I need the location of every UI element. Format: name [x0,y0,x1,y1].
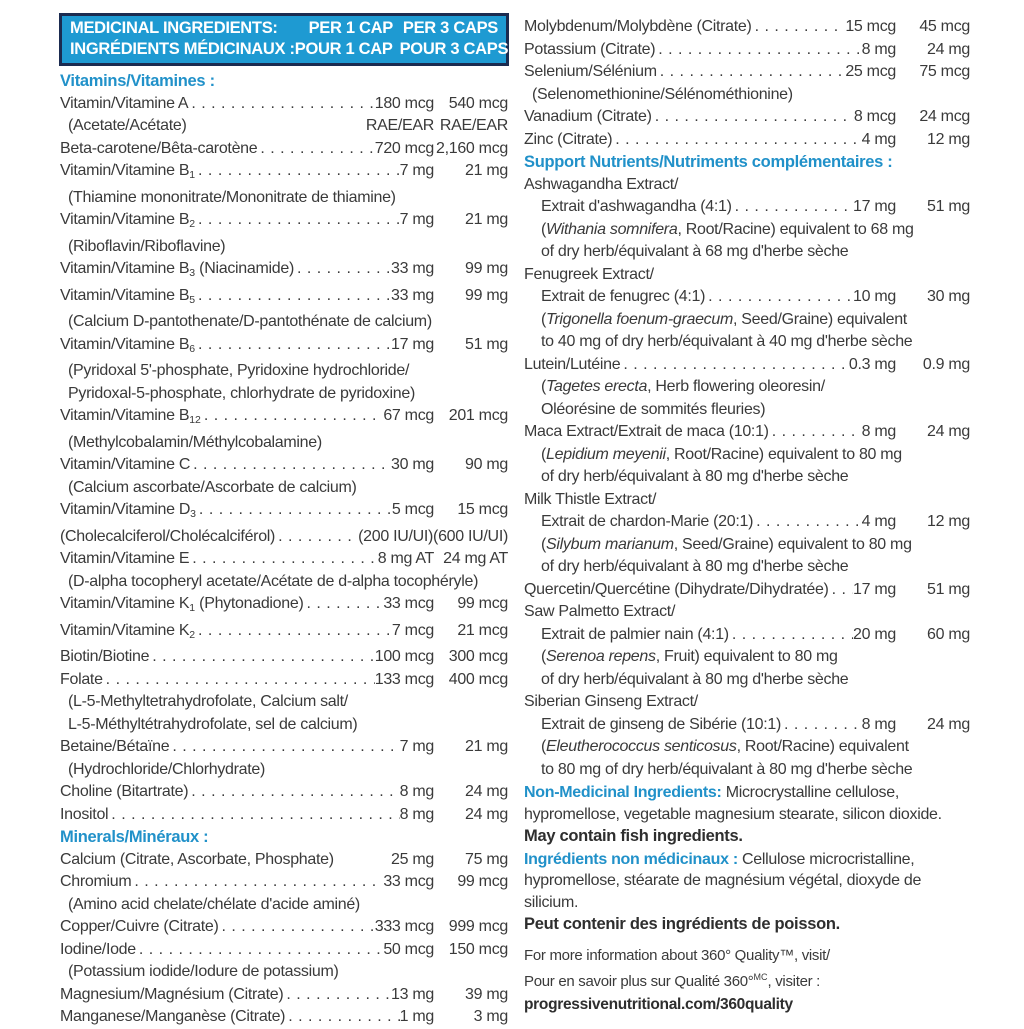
note-line: to 40 mg of dry herb/équivalant à 40 mg d'herbe sèche [541,333,913,350]
section-heading: Support Nutrients/Nutriments complémentaires : [524,153,893,171]
ingredient-label: Zinc (Citrate) [524,130,613,148]
amount-per-1-cap: 7 mcg [391,621,434,639]
ingredient-row [524,16,970,39]
note-line: (D-alpha tocopheryl acetate/Acétate de d-alpha tocophéryle) [68,572,479,590]
header-title-en: MEDICINAL INGREDIENTS: [70,19,278,37]
dot-leader [304,593,384,616]
dot-leader [729,624,853,647]
non-medicinal-ingredients-fr: Ingrédients non médicinaux : Cellulose microcristalline, hypromellose, stéarate de magnésium végétal, dioxyde de silicium. [524,850,922,911]
ingredient-label: Magnesium/Magnésium (Citrate) [60,985,284,1003]
note-line: (Pyridoxal 5'-phosphate, Pyridoxine hydrochloride/ [68,362,410,379]
header-row-english [70,18,498,39]
amount-per-1-cap: 8 mg [399,783,434,800]
note-line: Siberian Ginseng Extract/ [524,693,698,710]
note-line: (Potassium iodide/Iodure de potassium) [68,963,339,980]
ingredient-row [524,714,970,737]
ingredient-label: Iodine/Iode [60,940,136,958]
amount-per-3-caps: 90 mg [465,456,508,473]
amount-per-3-caps: 540 mcg [448,94,508,112]
amount-per-1-cap: RAE/EAR [365,117,434,134]
amount-per-1-cap: 33 mcg [383,595,434,612]
ingredient-label: Vitamin/Vitamine $B_3$ (Niacinamide) [60,260,294,279]
dot-leader [189,548,378,571]
note-line: Oléorésine de sommités fleuries) [541,400,766,418]
amount-per-3-caps: 21 mg [465,211,508,228]
ingredient-row [60,160,508,187]
amount-per-3-caps: 201 mcg [448,407,508,424]
ingredient-label: Vitamin/Vitamine E [60,550,190,567]
amount-per-3-caps: 0.9 mg [922,355,970,373]
dot-leader [753,511,861,534]
ingredient-row [60,646,508,669]
ingredient-label: Quercetin/Quercétine (Dihydrate/Dihydratée) [524,580,829,598]
ingredient-label: Calcium (Citrate, Ascorbate, Phosphate) [60,850,334,868]
note-line: (Selenomethionine/Sélénométhionine) [532,85,793,103]
ingredient-label: Molybdenum/Molybdène (Citrate) [524,18,752,35]
note-line: (Hydrochloride/Chlorhydrate) [68,760,266,778]
ingredient-row [524,196,970,219]
amount-per-3-caps: 24 mg [927,423,970,440]
ingredient-label: Beta-carotene/Bêta-carotène [60,139,258,157]
dot-leader [188,93,374,116]
amount-per-1-cap: 0.3 mg [848,355,896,373]
amount-per-1-cap: 8 mg AT [377,550,434,567]
amount-per-3-caps: 51 mg [927,198,970,215]
amount-per-1-cap: 17 mg [853,580,896,598]
amount-per-1-cap: 25 mcg [845,63,896,80]
amount-per-3-caps: 99 mcg [457,595,508,612]
ingredient-label: Vanadium (Citrate) [524,108,652,125]
ingredient-row [60,209,508,236]
amount-per-1-cap: 5 mcg [391,501,434,518]
ingredient-label: Extrait de ginseng de Sibérie (10:1) [541,715,782,733]
dot-leader [195,160,400,183]
note-line: L-5-Méthyltétrahydrofolate, sel de calcium) [68,715,358,733]
amount-per-3-caps: 999 mcg [448,918,508,935]
ingredient-label: Maca Extract/Extrait de maca (10:1) [524,423,769,440]
ingredient-row [60,939,508,962]
amount-per-3-caps: 300 mcg [448,648,508,665]
note-line: (Eleutherococcus senticosus, Root/Racine) equivalent [541,738,909,755]
ingredient-label: Vitamin/Vitamine $B_5$ [60,286,196,306]
dot-leader [620,354,849,377]
amount-per-1-cap: 7 mg [399,162,434,179]
note-line: Fenugreek Extract/ [524,265,654,283]
amount-per-3-caps: 99 mcg [457,873,508,890]
amount-per-1-cap: 8 mcg [853,108,896,125]
ingredient-label: Vitamin/Vitamine $K_1$ (Phytonadione) [60,595,304,614]
ingredient-row [60,871,508,894]
amount-per-3-caps: (600 IU/UI) [433,527,508,545]
amount-per-1-cap: (200 IU/UI) [358,527,434,545]
ingredient-row [524,354,970,377]
amount-per-1-cap: 25 mg [391,850,434,868]
dot-leader [108,804,399,827]
ingredient-row [60,454,508,477]
ingredient-label: Vitamin/Vitamine $D_3$ [60,501,196,520]
ingredient-row [60,258,508,285]
header-row-french [70,39,509,60]
amount-per-3-caps: 24 mg [927,715,970,733]
amount-per-3-caps: 99 mg [465,260,508,277]
ingredient-label: Lutein/Lutéine [524,355,621,373]
dot-leader [705,286,853,309]
amount-per-1-cap: 17 mg [853,198,896,215]
dot-leader [285,1006,399,1029]
note-line: (Serenoa repens, Fruit) equivalent to 80 mg [541,648,838,665]
amount-per-3-caps: 12 mg [927,130,970,148]
amount-per-1-cap: 17 mg [391,335,434,353]
ingredient-label: Vitamin/Vitamine $B_6$ [60,335,196,355]
ingredient-label: Extrait d'ashwagandha (4:1) [541,198,732,215]
note-line: (Tagetes erecta, Herb flowering oleoresin/ [541,378,825,395]
header-title-fr: INGRÉDIENTS MÉDICINAUX : [70,40,295,58]
ingredient-row [60,138,508,161]
dot-leader [169,736,399,759]
amount-per-1-cap: 4 mg [861,513,896,530]
note-line: (Riboflavin/Riboflavine) [68,237,226,255]
amount-per-1-cap: 7 mg [399,738,434,755]
ingredient-label: Copper/Cuivre (Citrate) [60,918,219,935]
ingredient-label: Vitamin/Vitamine $B_{12}$ [60,407,201,426]
ingredient-row [524,624,970,647]
amount-per-3-caps: 12 mg [927,513,970,530]
note-line: of dry herb/équivalant à 80 mg d'herbe sèche [541,468,849,485]
header-col-pour-1-cap: POUR 1 CAP [294,40,393,58]
ingredient-row [60,115,508,138]
note-line: (Thiamine mononitrate/Mononitrate de thiamine) [68,188,396,206]
ingredient-label: (Cholecalciferol/Cholécalciférol) [60,527,276,545]
ingredient-row [60,526,508,549]
ingredient-row [524,61,970,84]
ingredient-label: (Acetate/Acétate) [68,117,187,134]
dot-leader [612,129,861,152]
note-line: (Calcium ascorbate/Ascorbate de calcium) [68,478,357,496]
note-line: (Methylcobalamin/Méthylcobalamine) [68,433,322,451]
note-line: Pyridoxal-5-phosphate, chlorhydrate de pyridoxine) [68,384,415,402]
amount-per-3-caps: 24 mcg [919,108,970,125]
amount-per-3-caps: 51 mg [465,335,508,353]
ingredient-row [524,286,970,309]
fish-warning-en: May contain fish ingredients. [524,827,743,845]
amount-per-1-cap: 8 mg [861,423,896,440]
dot-leader [732,196,853,219]
dot-leader [829,579,853,602]
spacer [524,937,970,945]
dot-leader [188,781,399,804]
ingredient-row [524,511,970,534]
note-line: (Silybum marianum, Seed/Graine) equivalent to 80 mg [541,535,912,553]
ingredients-column-right [524,16,970,1016]
amount-per-3-caps: 24 mg [927,40,970,58]
amount-per-1-cap: 33 mcg [383,873,434,890]
ingredient-row [60,916,508,939]
ingredient-row [60,669,508,692]
note-line: (L-5-Methyltetrahydrofolate, Calcium salt/ [68,693,348,710]
note-line: to 80 mg of dry herb/équivalant à 80 mg d'herbe sèche [541,760,913,778]
ingredient-label: Selenium/Sélénium [524,63,657,80]
ingredient-row [60,548,508,571]
amount-per-1-cap: 7 mg [399,211,434,228]
ingredient-label: Betaine/Bétaïne [60,738,170,755]
amount-per-3-caps: 150 mcg [448,940,508,958]
ingredient-label: Extrait de palmier nain (4:1) [541,625,729,643]
ingredient-label: Vitamin/Vitamine $B_1$ [60,162,196,181]
amount-per-1-cap: 13 mg [391,985,434,1003]
ingredient-row [60,285,508,312]
dot-leader [218,916,374,939]
note-line: (Withania somnifera, Root/Racine) equivalent to 68 mg [541,220,914,238]
amount-per-3-caps: 21 mg [465,738,508,755]
note-line: (Lepidium meyenii, Root/Racine) equivalent to 80 mg [541,445,902,463]
ingredient-row [60,781,508,804]
ingredient-row [60,849,508,872]
ingredient-label: Extrait de fenugrec (4:1) [541,288,706,305]
amount-per-1-cap: 33 mg [391,286,434,304]
amount-per-1-cap: 100 mcg [374,648,434,665]
dot-leader [657,61,846,84]
ingredient-label: Chromium [60,873,132,890]
dot-leader [131,871,383,894]
amount-per-1-cap: 8 mg [399,805,434,823]
section-heading: Vitamins/Vitamines : [60,72,215,90]
amount-per-1-cap: 8 mg [861,40,896,58]
amount-per-1-cap: 30 mg [391,456,434,473]
ingredient-row [60,1006,508,1029]
amount-per-1-cap: 33 mg [391,260,434,277]
ingredient-row [60,499,508,526]
ingredient-row [60,984,508,1007]
ingredient-label: Potassium (Citrate) [524,40,656,58]
dot-leader [136,939,383,962]
header-col-per-3-caps: PER 3 CAPS [402,19,498,37]
dot-leader [149,646,375,669]
amount-per-3-caps: 3 mg [473,1008,508,1025]
note-line: (Calcium D-pantothenate/D-pantothénate de calcium) [68,313,432,330]
amount-per-3-caps: 45 mcg [919,18,970,35]
quality-url: progressivenutritional.com/360quality [524,995,793,1013]
amount-per-1-cap: 20 mg [853,625,896,643]
amount-per-3-caps: 99 mg [465,286,508,304]
dot-leader [275,526,358,549]
dot-leader [201,405,383,428]
amount-per-1-cap: 8 mg [861,715,896,733]
ingredient-row [60,804,508,827]
ingredient-row [524,106,970,129]
amount-per-3-caps: 75 mcg [919,63,970,80]
note-line: Saw Palmetto Extract/ [524,603,676,620]
dot-leader [103,669,375,692]
ingredient-label: Vitamin/Vitamine A [60,94,189,112]
dot-leader [195,285,391,308]
note-line: of dry herb/équivalant à 68 mg d'herbe sèche [541,243,849,260]
amount-per-3-caps: 24 mg [465,805,508,823]
dot-leader [294,258,391,281]
amount-per-3-caps: 30 mg [927,288,970,305]
amount-per-3-caps: 24 mg [465,783,508,800]
medicinal-ingredients-header-bar [59,13,509,66]
ingredient-row [60,620,508,647]
amount-per-3-caps: RAE/EAR [439,117,508,134]
dot-leader [283,984,391,1007]
amount-per-1-cap: 180 mcg [374,94,434,112]
amount-per-3-caps: 15 mcg [457,501,508,518]
quality-info-fr: Pour en savoir plus sur Qualité 360°$^{MC}$, visiter : [524,972,821,990]
note-line: of dry herb/équivalant à 80 mg d'herbe sèche [541,670,849,688]
ingredient-row [524,579,970,602]
amount-per-1-cap: 10 mg [853,288,896,305]
amount-per-1-cap: 133 mcg [374,670,434,688]
amount-per-3-caps: 24 mg AT [443,550,508,567]
ingredient-row [60,736,508,759]
amount-per-1-cap: 4 mg [861,130,896,148]
amount-per-3-caps: 21 mcg [457,621,508,639]
dot-leader [752,16,846,39]
dot-leader [655,39,861,62]
amount-per-3-caps: 400 mcg [448,670,508,688]
amount-per-1-cap: 333 mcg [374,918,434,935]
dot-leader [195,620,392,643]
dot-leader [190,454,391,477]
amount-per-3-caps: 39 mg [465,985,508,1003]
amount-per-1-cap: 67 mcg [383,407,434,424]
header-col-per-1-cap: PER 1 CAP [308,19,393,37]
dot-leader [257,138,374,161]
ingredient-label: Inositol [60,805,109,823]
ingredient-label: Vitamin/Vitamine C [60,456,191,473]
amount-per-1-cap: 50 mcg [383,940,434,958]
section-heading: Minerals/Minéraux : [60,828,209,846]
amount-per-3-caps: 51 mg [927,580,970,598]
dot-leader [196,499,392,522]
ingredient-label: Vitamin/Vitamine $B_2$ [60,211,196,230]
ingredient-row [60,334,508,361]
amount-per-1-cap: 15 mcg [845,18,896,35]
ingredient-row [60,405,508,432]
fish-warning-fr: Peut contenir des ingrédients de poisson. [524,915,840,933]
dot-leader [769,421,862,444]
note-line: Ashwagandha Extract/ [524,175,679,193]
header-col-pour-3-caps: POUR 3 CAPS [399,40,509,58]
quality-info-en: For more information about 360° Quality™, visit/ [524,946,830,964]
ingredient-label: Choline (Bitartrate) [60,783,189,800]
ingredient-row [524,39,970,62]
ingredients-column-left [60,70,508,1029]
ingredient-label: Extrait de chardon-Marie (20:1) [541,513,754,530]
amount-per-1-cap: 1 mg [399,1008,434,1025]
ingredient-row [524,129,970,152]
ingredient-row [524,421,970,444]
amount-per-3-caps: 2,160 mcg [435,139,508,157]
dot-leader [195,334,391,357]
ingredient-row [60,93,508,116]
dot-leader [652,106,854,129]
amount-per-1-cap: 720 mcg [374,139,434,157]
ingredient-row [60,593,508,620]
note-line: (Amino acid chelate/chélate d'acide aminé) [68,895,360,913]
dot-leader [781,714,862,737]
amount-per-3-caps: 75 mg [465,850,508,868]
note-line: of dry herb/équivalant à 80 mg d'herbe sèche [541,558,849,575]
amount-per-3-caps: 21 mg [465,162,508,179]
amount-per-3-caps: 60 mg [927,625,970,643]
note-line: (Trigonella foenum-graecum, Seed/Graine) equivalent [541,310,907,328]
ingredient-label: Folate [60,670,103,688]
note-line: Milk Thistle Extract/ [524,490,657,508]
dot-leader [195,209,400,232]
ingredient-label: Vitamin/Vitamine $K_2$ [60,621,196,641]
non-medicinal-ingredients-en: Non-Medicinal Ingredients: Microcrystalline cellulose, hypromellose, vegetable magnesium stearate, silicon dioxide. [524,784,942,823]
ingredient-label: Biotin/Biotine [60,648,150,665]
ingredient-label: Manganese/Manganèse (Citrate) [60,1008,286,1025]
